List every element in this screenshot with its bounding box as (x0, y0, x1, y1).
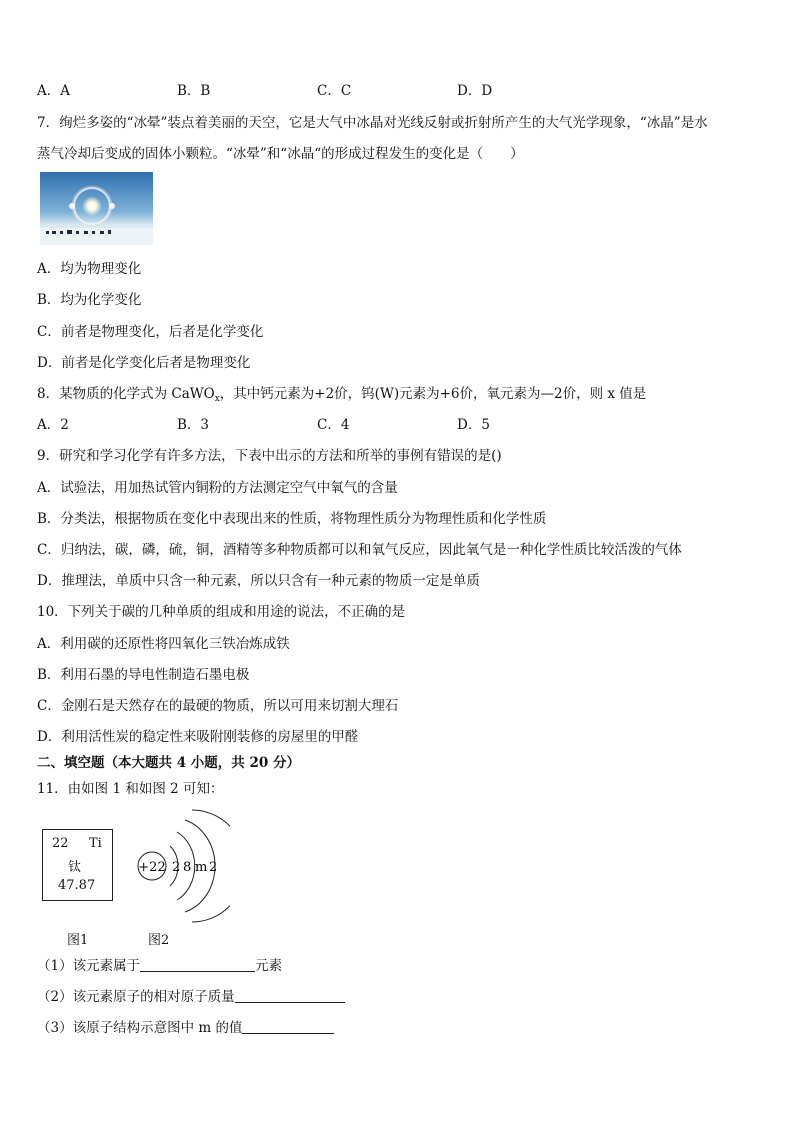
q8-stem (37, 385, 646, 408)
q7-stem-line2: 蒸气冷却后变成的固体小颗粒。“冰晕”和“冰晶“的形成过程发生的变化是（ ） (37, 146, 524, 162)
q7-stem-line1: 7．绚烂多姿的“冰晕”装点着美丽的天空，它是大气中冰晶对光线反射或折射所产生的大气光学现象，“冰晶”是水 (37, 115, 708, 131)
atomic-number: 22 (52, 836, 69, 851)
atomic-mass: 47.87 (58, 878, 96, 893)
q8-stem-subscript: x (214, 394, 220, 404)
q10-option-d[interactable]: D．利用活性炭的稳定性来吸附刚装修的房屋里的甲醛 (37, 729, 359, 745)
q7-option-b[interactable]: B．均为化学变化 (37, 292, 142, 308)
element-symbol: Ti (89, 836, 102, 851)
part-1-text: （1）该元素属于 (37, 958, 141, 974)
answer-blank-1[interactable] (140, 957, 255, 972)
shell-4-electrons: 2 (209, 860, 218, 875)
answer-blank-2[interactable] (235, 988, 345, 1003)
option-a[interactable]: A．2 (37, 417, 69, 433)
q11-part-3 (37, 1019, 334, 1037)
option-d[interactable]: D．5 (457, 417, 490, 433)
fig2-label: 图2 (148, 933, 170, 948)
q9-stem: 9．研究和学习化学有许多方法，下表中出示的方法和所举的事例有错误的是() (37, 448, 502, 464)
q10-stem: 10．下列关于碳的几种单质的组成和用途的说法，不正确的是 (37, 604, 406, 620)
q8-stem-prefix: 8．某物质的化学式为 CaWO (37, 386, 215, 402)
option-c[interactable]: C．4 (317, 417, 350, 433)
atom-structure-diagram (130, 808, 230, 928)
option-b[interactable]: B．3 (177, 417, 210, 433)
q8-stem-suffix: ，其中钙元素为+2价，钨(W)元素为+6价，氧元素为—2价，则 x 值是 (219, 386, 647, 402)
q10-option-a[interactable]: A．利用碳的还原性将四氧化三铁冶炼成铁 (37, 636, 290, 652)
q10-option-c[interactable]: C．金刚石是天然存在的最硬的物质，所以可用来切割大理石 (37, 698, 399, 714)
element-name: 钛 (68, 860, 82, 875)
section-title: 二、填空题（本大题共 4 小题，共 20 分） (37, 755, 300, 771)
q7-option-a[interactable]: A．均为物理变化 (37, 261, 142, 277)
shell-1-electrons: 2 (172, 860, 181, 875)
fig1-label: 图1 (67, 933, 89, 948)
q10-option-b[interactable]: B．利用石墨的导电性制造石墨电极 (37, 667, 250, 683)
shell-2-electrons: 8 (183, 860, 192, 875)
part-1-suffix: 元素 (255, 958, 283, 974)
part-2-text: （2）该元素原子的相对原子质量 (37, 989, 235, 1005)
q9-option-d[interactable]: D．推理法，单质中只含一种元素，所以只含有一种元素的物质一定是单质 (37, 573, 480, 589)
q11-part-1 (37, 957, 282, 975)
nucleus-charge: +22 (138, 860, 166, 875)
option-d[interactable]: D．D (457, 83, 493, 99)
option-b[interactable]: B．B (177, 83, 211, 99)
q9-option-a[interactable]: A．试验法，用加热试管内铜粉的方法测定空气中氧气的含量 (37, 480, 398, 496)
shell-3-electrons: m (195, 860, 208, 875)
element-cell (42, 829, 113, 901)
q9-option-c[interactable]: C．归纳法，碳，磷，硫，铜，酒精等多种物质都可以和氧气反应，因此氧气是一种化学性质比较活泼的气体 (37, 542, 682, 558)
part-3-text: （3）该原子结构示意图中 m 的值 (37, 1020, 243, 1036)
option-c[interactable]: C．C (317, 83, 352, 99)
q11-stem: 11．由如图 1 和如图 2 可知： (37, 781, 224, 797)
q11-part-2 (37, 988, 345, 1006)
ice-halo-photo (40, 172, 153, 245)
answer-blank-3[interactable] (242, 1019, 334, 1034)
q9-option-b[interactable]: B．分类法，根据物质在变化中表现出来的性质，将物理性质分为物理性质和化学性质 (37, 511, 547, 527)
q7-option-d[interactable]: D．前者是化学变化后者是物理变化 (37, 355, 251, 371)
option-a[interactable]: A．A (37, 83, 70, 99)
q6-options (37, 82, 597, 100)
q8-options (37, 416, 597, 434)
q7-option-c[interactable]: C．前者是物理变化，后者是化学变化 (37, 324, 264, 340)
